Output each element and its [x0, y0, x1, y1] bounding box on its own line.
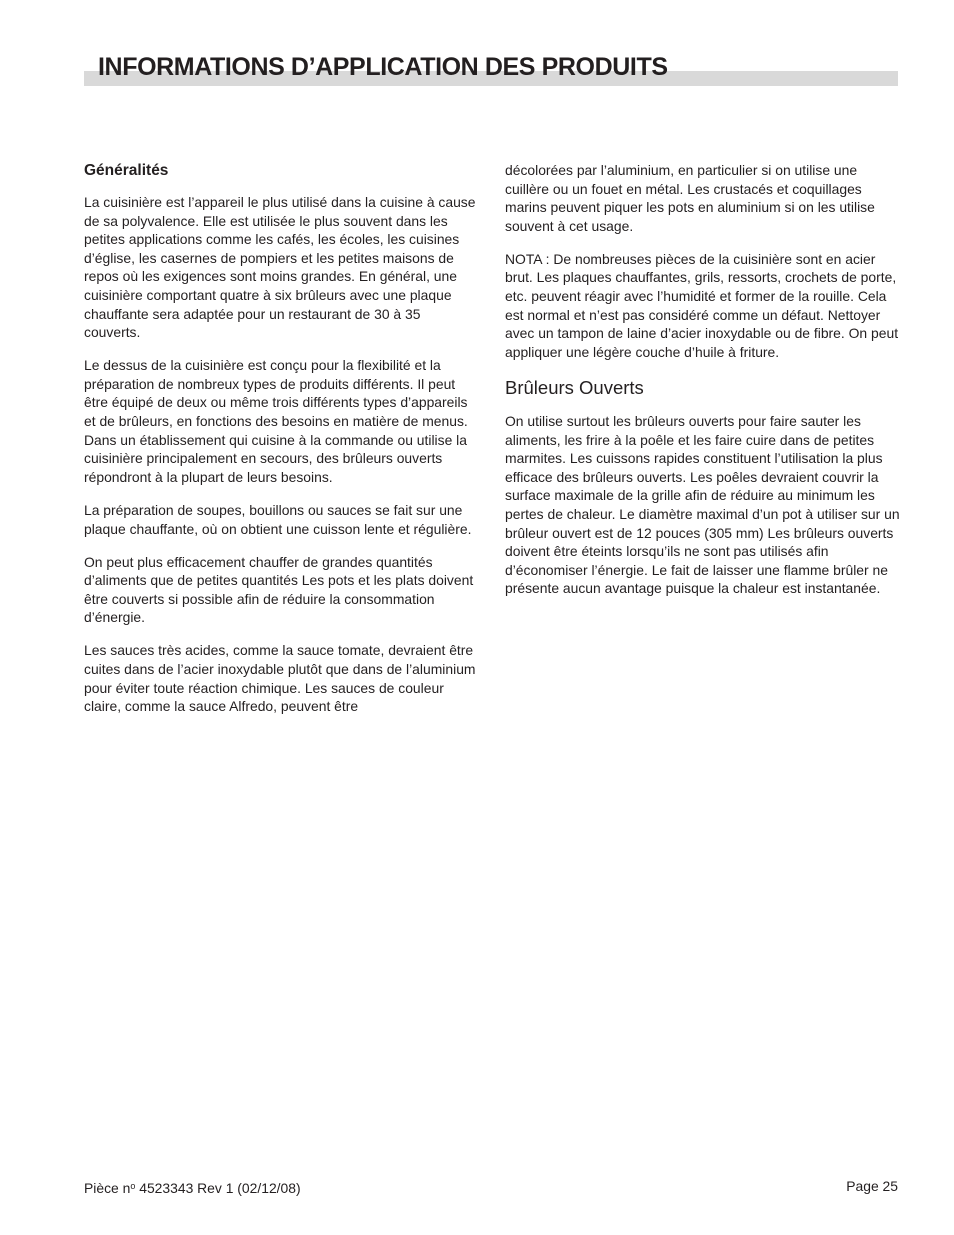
left-column — [84, 161, 480, 730]
section-heading-bruleurs-ouverts: Brûleurs Ouverts — [505, 376, 644, 398]
paragraph: La préparation de soupes, bouillons ou sauces se fait sur une plaque chauffante, où on obtient une cuisson lente et régulière. — [84, 501, 472, 537]
right-column — [505, 161, 900, 612]
paragraph: La cuisinière est l’appareil le plus utilisé dans la cuisine à cause de sa polyvalence. Elle est utilisée le plus souvent dans les petites applications comme les cafés, les écoles, les cuisines d’église, les casernes de pompiers et les petites maisons de repos où les exigences sont moins grandes. En général, une cuisinière comportant quatre à six brûleurs avec une plaque chauffante sera adaptée pour un restaurant de 30 à 35 couverts. — [84, 194, 476, 341]
note-paragraph: NOTA : De nombreuses pièces de la cuisinière sont en acier brut. Les plaques chauffantes, grils, ressorts, crochets de porte, etc. peuvent réagir avec l’humidité et former de la rouille. Cela est normal et n’est pas considéré comme un défaut. Nettoyer avec un tampon de laine d’acier inoxydable ou de fibre. On peut appliquer une légère couche d’huile à friture. — [505, 250, 899, 360]
part-prefix: Pièce n — [84, 1180, 131, 1196]
section-heading-generalites: Généralités — [84, 162, 169, 179]
part-superscript: o — [130, 1181, 136, 1191]
footer-page-number: Page 25 — [846, 1178, 898, 1194]
paragraph: On utilise surtout les brûleurs ouverts pour faire sauter les aliments, les frire à la poêle et les faire cuire dans de petites marmites. Les cuissons rapides constituent l’utilisation la plus efficace des brûleurs ouverts. Les poêles devraient couvrir la surface maximale de la grille afin de réduire au minimum les pertes de chaleur. Le diamètre maximal d’un pot à utiliser sur un brûleur ouvert est de 12 pouces (305 mm) Les brûleurs ouverts doivent être éteints lorsqu’ils ne sont pas utilisés afin d’économiser l’énergie. Le fait de laisser une flamme brûler ne présente aucun avantage puisque la chaleur est instantanée. — [505, 412, 900, 597]
page-title: INFORMATIONS D’APPLICATION DES PRODUITS — [98, 53, 668, 81]
footer-part-number — [84, 1177, 301, 1197]
paragraph: Les sauces très acides, comme la sauce tomate, devraient être cuites dans de l’acier inoxydable plutôt que dans de l’aluminium pour éviter toute réaction chimique. Les sauces de couleur claire, comme la sauce Alfredo, peuvent être — [84, 642, 476, 715]
paragraph: Le dessus de la cuisinière est conçu pour la flexibilité et la préparation de nombreux types de produits différents. Il peut être équipé de deux ou même trois différents types d’appareils et de brûleurs, en fonctions des besoins en matière de menus. Dans un établissement qui cuisine à la commande ou utilise la cuisinière principalement en secours, des brûleurs ouverts répondront à la plupart de leurs besoins. — [84, 357, 468, 485]
paragraph: décolorées par l’aluminium, en particulier si on utilise une cuillère ou un fouet en métal. Les crustacés et coquillages marins peuvent piquer les pots en aluminium si on les utilise souvent à cet usage. — [505, 162, 875, 234]
part-number: 4523343 Rev 1 (02/12/08) — [135, 1180, 301, 1196]
paragraph: On peut plus efficacement chauffer de grandes quantités d’aliments que de petites quantités Les pots et les plats doivent être couverts si possible afin de réduire la consommation d’énergie. — [84, 553, 474, 626]
